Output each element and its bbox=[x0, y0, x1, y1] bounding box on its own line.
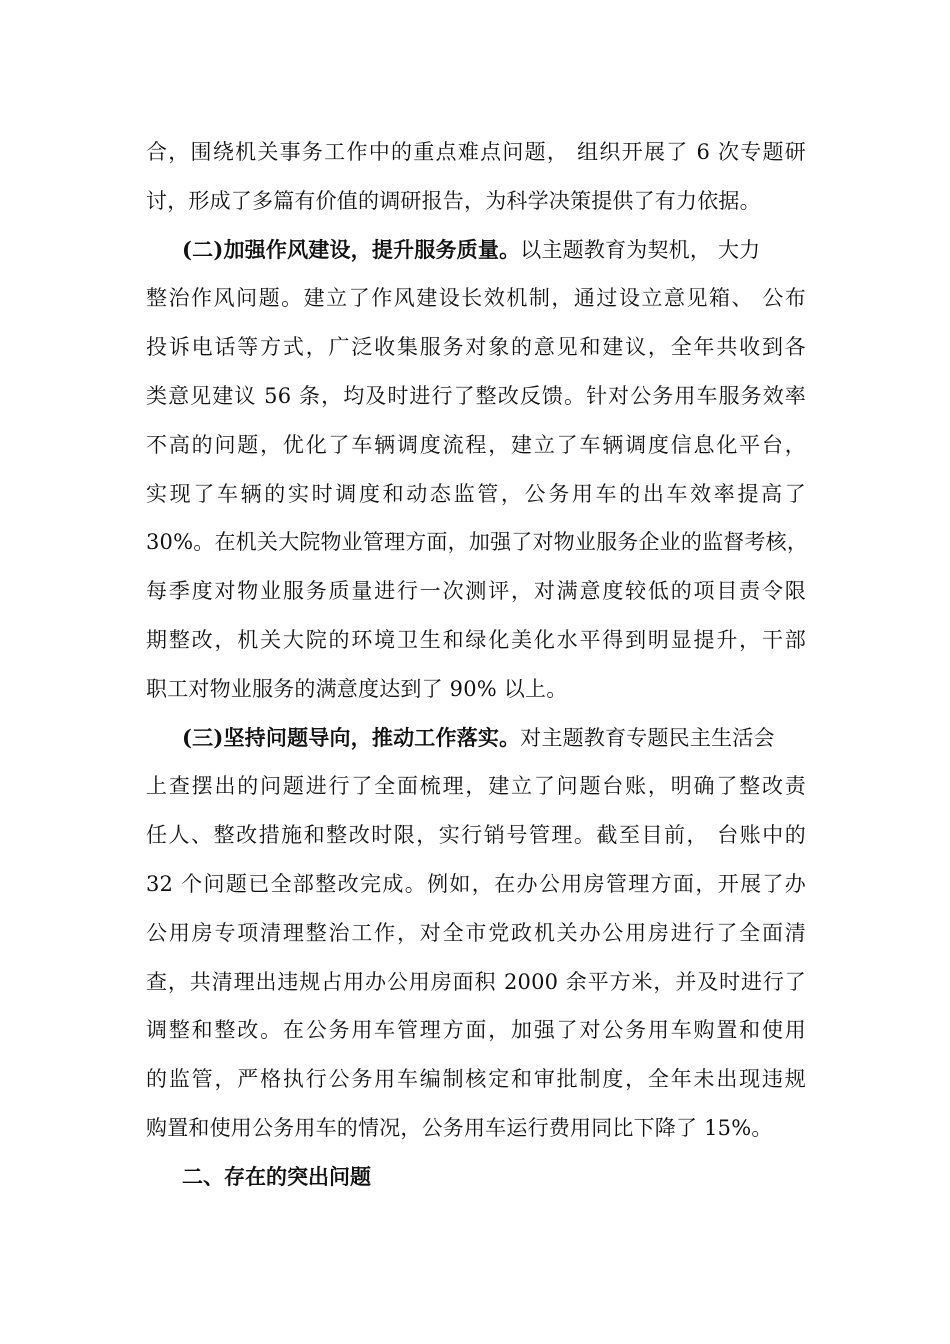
text-line: 购置和使用公务用车的情况，公务用车运行费用同比下降了 15%。 bbox=[146, 1115, 773, 1140]
text-line: 合，围绕机关事务工作中的重点难点问题， 组织开展了 6 次专题研 bbox=[146, 140, 806, 164]
text-line: 实现了车辆的实时调度和动态监管，公务用车的出车效率提高了 bbox=[146, 481, 806, 506]
text-line: 的监管，严格执行公务用车编制核定和审批制度，全年未出现违规 bbox=[146, 1067, 806, 1092]
paragraph-first-line-text: 对主题教育专题民主生活会 bbox=[520, 725, 775, 750]
text-line: 上查摆出的问题进行了全面梳理，建立了问题台账，明确了整改责 bbox=[146, 774, 806, 799]
paragraph-first-line bbox=[146, 226, 806, 275]
text-line: 查，共清理出违规占用办公用房面积 2000 余平方米，并及时进行了 bbox=[146, 969, 806, 994]
text-line: 调整和整改。在公务用车管理方面，加强了对公务用车购置和使用 bbox=[146, 1018, 806, 1043]
paragraph-problem-oriented bbox=[146, 714, 806, 1153]
paragraph-first-line-text: 以主题教育为契机， 大力 bbox=[520, 237, 761, 262]
text-line: 投诉电话等方式，广泛收集服务对象的意见和建议，全年共收到各 bbox=[146, 335, 806, 360]
text-line: 讨，形成了多篇有价值的调研报告，为科学决策提供了有力依据。 bbox=[146, 188, 761, 213]
text-line: 不高的问题，优化了车辆调度流程，建立了车辆调度信息化平台， bbox=[146, 432, 806, 457]
text-line: 职工对物业服务的满意度达到了 90% 以上。 bbox=[146, 676, 568, 701]
section-heading: 二、存在的突出问题 bbox=[182, 1163, 371, 1189]
text-line: 类意见建议 56 条，均及时进行了整改反馈。针对公务用车服务效率 bbox=[146, 383, 806, 408]
text-line: 32 个问题已全部整改完成。例如，在办公用房管理方面，开展了办 bbox=[146, 871, 806, 896]
paragraph-first-line bbox=[146, 714, 806, 763]
text-line: 整治作风问题。建立了作风建设长效机制，通过设立意见箱、 公布 bbox=[146, 286, 806, 311]
text-line: 任人、整改措施和整改时限，实行销号管理。截至目前， 台账中的 bbox=[146, 823, 806, 848]
document-page bbox=[146, 128, 809, 1202]
paragraph-research bbox=[146, 128, 806, 226]
text-line: 公用房专项清理整治工作，对全市党政机关办公用房进行了全面清 bbox=[146, 920, 806, 945]
text-line: 30%。在机关大院物业管理方面，加强了对物业服务企业的监督考核， bbox=[146, 530, 809, 555]
paragraph-heading: (二)加强作风建设，提升服务质量。 bbox=[182, 236, 521, 262]
text-line: 每季度对物业服务质量进行一次测评，对满意度较低的项目责令限 bbox=[146, 579, 806, 604]
text-line: 期整改，机关大院的环境卫生和绿化美化水平得到明显提升，干部 bbox=[146, 627, 806, 652]
paragraph-heading: (三)坚持问题导向，推动工作落实。 bbox=[182, 724, 521, 750]
paragraph-work-style bbox=[146, 226, 809, 714]
